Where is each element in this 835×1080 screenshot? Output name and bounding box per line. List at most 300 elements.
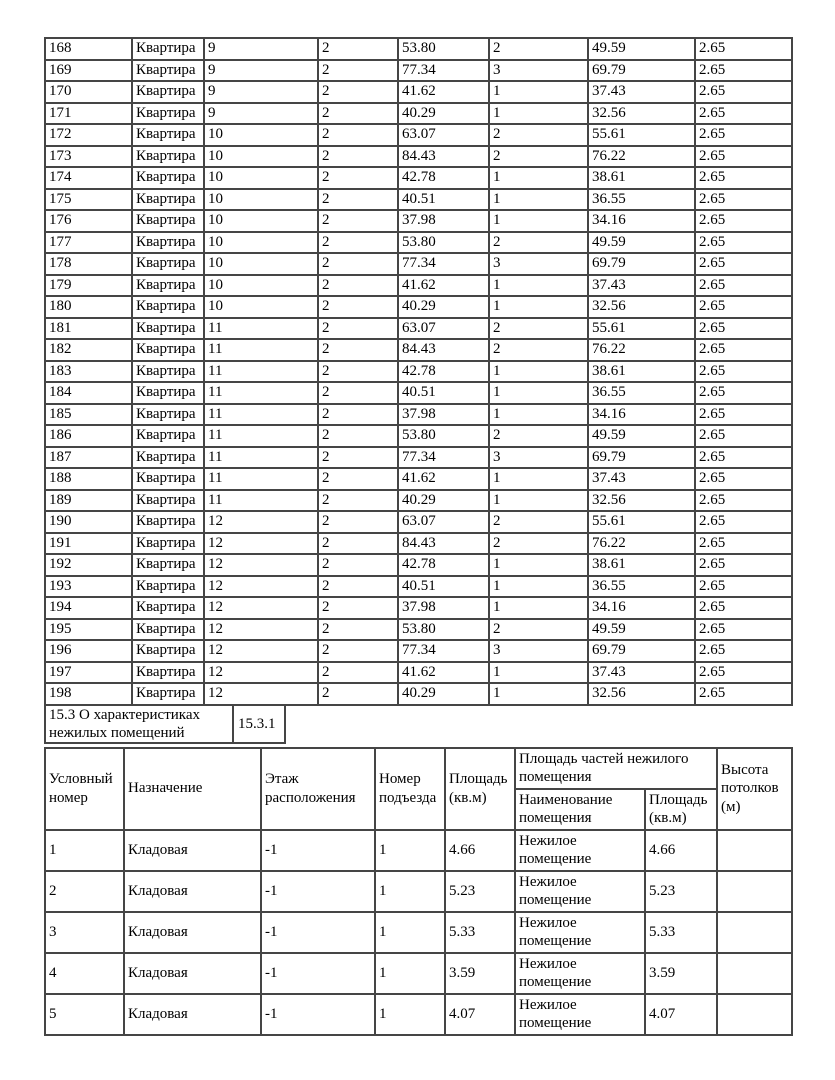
table-row: [45, 953, 792, 994]
table-cell: 36.55: [588, 576, 695, 598]
table-cell: Нежилое помещение: [515, 994, 645, 1035]
table-cell: 2: [318, 210, 398, 232]
table-cell: 1: [489, 468, 588, 490]
table-cell: 2: [318, 683, 398, 705]
table-row: [45, 830, 792, 871]
table-cell: Квартира: [132, 468, 204, 490]
table-cell: 2: [489, 124, 588, 146]
table-cell: Квартира: [132, 511, 204, 533]
header-parts-group: Площадь частей нежилого помещения: [515, 748, 717, 789]
table-cell: 183: [45, 361, 132, 383]
section-blank-area: [285, 705, 792, 743]
table-cell: 38.61: [588, 554, 695, 576]
table-cell: 192: [45, 554, 132, 576]
table-cell: 11: [204, 490, 318, 512]
table-row: [45, 146, 792, 168]
table-cell: 3: [489, 640, 588, 662]
table-cell: 2: [489, 339, 588, 361]
table-cell: 1: [489, 662, 588, 684]
table-row: [45, 81, 792, 103]
table-cell: 2: [318, 103, 398, 125]
table-cell: 11: [204, 382, 318, 404]
table-cell: Нежилое помещение: [515, 912, 645, 953]
table-cell: 4.07: [645, 994, 717, 1035]
table-cell: 63.07: [398, 511, 489, 533]
table-cell: 2: [318, 339, 398, 361]
table-cell: 2.65: [695, 468, 792, 490]
table-cell: 76.22: [588, 533, 695, 555]
table-row: [45, 640, 792, 662]
table-cell: 2: [318, 404, 398, 426]
table-cell: 2: [318, 167, 398, 189]
table-cell: 37.98: [398, 404, 489, 426]
table-cell: 2.65: [695, 554, 792, 576]
table-cell: 191: [45, 533, 132, 555]
table-cell: 2: [489, 318, 588, 340]
table-cell: 49.59: [588, 232, 695, 254]
table-cell: 3.59: [445, 953, 515, 994]
table-row: [45, 232, 792, 254]
table-cell: 12: [204, 683, 318, 705]
table-cell: Квартира: [132, 124, 204, 146]
header-part-name: Наименование помещения: [515, 789, 645, 830]
table-cell: 2: [489, 146, 588, 168]
table-cell: [717, 994, 792, 1035]
table-cell: 170: [45, 81, 132, 103]
section-15-3-row: [44, 704, 792, 744]
table-cell: 84.43: [398, 146, 489, 168]
table-cell: 2.65: [695, 81, 792, 103]
table-cell: 2.65: [695, 382, 792, 404]
table-cell: 194: [45, 597, 132, 619]
table-cell: Квартира: [132, 339, 204, 361]
table-cell: 10: [204, 275, 318, 297]
table-cell: 1: [489, 275, 588, 297]
table-cell: 2: [318, 382, 398, 404]
table-cell: 2: [318, 361, 398, 383]
table-cell: 69.79: [588, 447, 695, 469]
table-cell: 2.65: [695, 124, 792, 146]
table-cell: 177: [45, 232, 132, 254]
table-cell: 11: [204, 361, 318, 383]
table-cell: 12: [204, 533, 318, 555]
table-cell: 4.66: [445, 830, 515, 871]
table-cell: 2: [318, 425, 398, 447]
nonresidential-table: [44, 747, 793, 1036]
table-cell: 40.29: [398, 490, 489, 512]
table-cell: 11: [204, 447, 318, 469]
table-row: [45, 554, 792, 576]
table-cell: 1: [375, 830, 445, 871]
table-cell: 2: [489, 38, 588, 60]
table-cell: Квартира: [132, 447, 204, 469]
table-cell: 2.65: [695, 210, 792, 232]
table-cell: 2: [489, 511, 588, 533]
nonresidential-table-header: [45, 748, 792, 830]
table-cell: 2: [318, 146, 398, 168]
table-cell: 1: [489, 404, 588, 426]
table-cell: 175: [45, 189, 132, 211]
table-cell: 77.34: [398, 60, 489, 82]
table-cell: 2.65: [695, 103, 792, 125]
table-cell: 1: [489, 361, 588, 383]
table-cell: 1: [489, 683, 588, 705]
table-cell: 11: [204, 318, 318, 340]
table-cell: Квартира: [132, 683, 204, 705]
table-cell: 10: [204, 146, 318, 168]
table-cell: Квартира: [132, 361, 204, 383]
table-row: [45, 275, 792, 297]
table-cell: 40.51: [398, 189, 489, 211]
table-row: [45, 447, 792, 469]
table-cell: [717, 953, 792, 994]
table-cell: 32.56: [588, 683, 695, 705]
table-cell: 1: [489, 490, 588, 512]
table-cell: 1: [489, 189, 588, 211]
table-cell: Кладовая: [124, 830, 261, 871]
table-cell: 2: [318, 619, 398, 641]
table-cell: 10: [204, 124, 318, 146]
table-cell: 40.29: [398, 296, 489, 318]
section-row: [45, 705, 792, 743]
table-cell: 36.55: [588, 382, 695, 404]
header-purpose: Назначение: [124, 748, 261, 830]
table-cell: 41.62: [398, 662, 489, 684]
table-cell: 3: [489, 447, 588, 469]
table-cell: Квартира: [132, 167, 204, 189]
table-cell: 40.51: [398, 576, 489, 598]
table-cell: Квартира: [132, 597, 204, 619]
table-row: [45, 912, 792, 953]
table-cell: 38.61: [588, 167, 695, 189]
table-cell: Нежилое помещение: [515, 871, 645, 912]
table-cell: 1: [489, 382, 588, 404]
table-cell: 195: [45, 619, 132, 641]
table-cell: 2.65: [695, 296, 792, 318]
table-cell: 10: [204, 167, 318, 189]
table-cell: -1: [261, 994, 375, 1035]
table-cell: 2: [489, 619, 588, 641]
table-cell: 190: [45, 511, 132, 533]
table-cell: 10: [204, 296, 318, 318]
table-row: [45, 404, 792, 426]
table-cell: 2: [318, 296, 398, 318]
table-cell: 49.59: [588, 619, 695, 641]
table-cell: 169: [45, 60, 132, 82]
table-cell: 40.29: [398, 103, 489, 125]
table-cell: 184: [45, 382, 132, 404]
table-cell: 2.65: [695, 189, 792, 211]
table-row: [45, 124, 792, 146]
table-cell: 1: [489, 554, 588, 576]
table-cell: 1: [489, 597, 588, 619]
document-content: [44, 37, 791, 1036]
table-cell: 185: [45, 404, 132, 426]
table-cell: 193: [45, 576, 132, 598]
header-area: Площадь (кв.м): [445, 748, 515, 830]
table-cell: 171: [45, 103, 132, 125]
table-cell: 49.59: [588, 425, 695, 447]
table-cell: 2: [318, 511, 398, 533]
table-cell: 2.65: [695, 490, 792, 512]
table-cell: 180: [45, 296, 132, 318]
table-cell: 179: [45, 275, 132, 297]
table-cell: 2.65: [695, 38, 792, 60]
table-cell: 32.56: [588, 103, 695, 125]
table-cell: Квартира: [132, 404, 204, 426]
table-cell: 40.51: [398, 382, 489, 404]
table-cell: 172: [45, 124, 132, 146]
table-row: [45, 597, 792, 619]
table-cell: Квартира: [132, 318, 204, 340]
table-cell: 2.65: [695, 167, 792, 189]
table-cell: 69.79: [588, 253, 695, 275]
table-cell: 1: [489, 103, 588, 125]
table-cell: 2.65: [695, 533, 792, 555]
table-cell: 173: [45, 146, 132, 168]
table-cell: 10: [204, 253, 318, 275]
header-floor: Этаж расположения: [261, 748, 375, 830]
table-cell: -1: [261, 912, 375, 953]
table-cell: 2: [318, 468, 398, 490]
table-cell: 187: [45, 447, 132, 469]
table-row: [45, 103, 792, 125]
table-cell: -1: [261, 830, 375, 871]
table-cell: 3: [489, 253, 588, 275]
table-cell: 9: [204, 81, 318, 103]
table-cell: 5.23: [645, 871, 717, 912]
table-cell: 176: [45, 210, 132, 232]
table-row: [45, 253, 792, 275]
table-cell: 2.65: [695, 447, 792, 469]
nonresidential-table-body: [45, 830, 792, 1035]
table-cell: 2.65: [695, 146, 792, 168]
table-cell: Кладовая: [124, 912, 261, 953]
table-cell: 2: [318, 253, 398, 275]
table-row: [45, 361, 792, 383]
table-cell: Квартира: [132, 640, 204, 662]
table-cell: 2: [45, 871, 124, 912]
table-cell: 2.65: [695, 683, 792, 705]
table-cell: 11: [204, 404, 318, 426]
table-cell: 63.07: [398, 124, 489, 146]
table-row: [45, 296, 792, 318]
table-cell: 77.34: [398, 447, 489, 469]
table-cell: 2: [318, 597, 398, 619]
table-cell: 12: [204, 597, 318, 619]
table-cell: 2.65: [695, 619, 792, 641]
table-cell: 77.34: [398, 253, 489, 275]
table-cell: 32.56: [588, 490, 695, 512]
table-cell: Квартира: [132, 60, 204, 82]
header-conditional-number: Условный номер: [45, 748, 124, 830]
table-cell: 53.80: [398, 38, 489, 60]
table-cell: Квартира: [132, 275, 204, 297]
table-cell: 55.61: [588, 124, 695, 146]
table-cell: 3: [489, 60, 588, 82]
table-cell: 2: [318, 640, 398, 662]
table-row: [45, 871, 792, 912]
table-row: [45, 468, 792, 490]
table-cell: 2.65: [695, 662, 792, 684]
table-row: [45, 576, 792, 598]
table-cell: 10: [204, 232, 318, 254]
table-cell: 69.79: [588, 640, 695, 662]
table-cell: 2: [318, 232, 398, 254]
table-cell: 5.33: [445, 912, 515, 953]
table-cell: 38.61: [588, 361, 695, 383]
table-cell: 2.65: [695, 275, 792, 297]
table-cell: 40.29: [398, 683, 489, 705]
table-cell: 1: [489, 296, 588, 318]
table-row: [45, 382, 792, 404]
table-cell: 42.78: [398, 361, 489, 383]
table-cell: 1: [375, 871, 445, 912]
table-cell: Квартира: [132, 253, 204, 275]
table-cell: Квартира: [132, 554, 204, 576]
table-cell: 42.78: [398, 167, 489, 189]
table-cell: 5.23: [445, 871, 515, 912]
table-cell: 178: [45, 253, 132, 275]
table-cell: 12: [204, 511, 318, 533]
table-cell: Кладовая: [124, 994, 261, 1035]
table-cell: Кладовая: [124, 871, 261, 912]
table-cell: 2: [318, 662, 398, 684]
table-cell: 34.16: [588, 210, 695, 232]
header-ceiling-height: Высота потолков (м): [717, 748, 792, 830]
table-cell: 5.33: [645, 912, 717, 953]
table-row: [45, 511, 792, 533]
table-cell: 5: [45, 994, 124, 1035]
table-cell: 49.59: [588, 38, 695, 60]
table-cell: 41.62: [398, 81, 489, 103]
table-cell: 186: [45, 425, 132, 447]
table-row: [45, 683, 792, 705]
apartments-table: [44, 37, 793, 706]
table-cell: 34.16: [588, 597, 695, 619]
table-cell: 53.80: [398, 425, 489, 447]
table-cell: 9: [204, 103, 318, 125]
table-cell: 84.43: [398, 339, 489, 361]
table-cell: [717, 912, 792, 953]
header-entrance: Номер подъезда: [375, 748, 445, 830]
table-cell: 77.34: [398, 640, 489, 662]
table-cell: 4: [45, 953, 124, 994]
table-cell: 10: [204, 210, 318, 232]
table-cell: 2.65: [695, 511, 792, 533]
table-row: [45, 994, 792, 1035]
table-cell: 76.22: [588, 146, 695, 168]
table-cell: 63.07: [398, 318, 489, 340]
table-cell: 12: [204, 554, 318, 576]
table-cell: 4.66: [645, 830, 717, 871]
table-cell: Квартира: [132, 576, 204, 598]
table-cell: Кладовая: [124, 953, 261, 994]
table-cell: 2: [318, 189, 398, 211]
table-cell: 2: [318, 554, 398, 576]
table-row: [45, 533, 792, 555]
table-row: [45, 167, 792, 189]
table-cell: 55.61: [588, 318, 695, 340]
table-cell: 37.98: [398, 597, 489, 619]
table-cell: 4.07: [445, 994, 515, 1035]
table-cell: Квартира: [132, 490, 204, 512]
table-cell: 1: [489, 210, 588, 232]
table-cell: 53.80: [398, 619, 489, 641]
table-cell: 168: [45, 38, 132, 60]
table-cell: 2: [318, 318, 398, 340]
table-cell: 2: [489, 425, 588, 447]
table-cell: 9: [204, 60, 318, 82]
table-cell: 37.43: [588, 81, 695, 103]
table-row: [45, 38, 792, 60]
table-cell: 76.22: [588, 339, 695, 361]
table-cell: 55.61: [588, 511, 695, 533]
table-cell: 12: [204, 640, 318, 662]
table-cell: 2.65: [695, 60, 792, 82]
table-cell: 53.80: [398, 232, 489, 254]
table-row: [45, 318, 792, 340]
table-cell: 2.65: [695, 425, 792, 447]
table-cell: 174: [45, 167, 132, 189]
table-cell: 2: [318, 447, 398, 469]
table-cell: Нежилое помещение: [515, 830, 645, 871]
table-row: [45, 339, 792, 361]
table-cell: 2: [489, 232, 588, 254]
table-cell: 198: [45, 683, 132, 705]
table-cell: Квартира: [132, 103, 204, 125]
table-cell: 42.78: [398, 554, 489, 576]
table-cell: 3: [45, 912, 124, 953]
table-cell: 2: [318, 576, 398, 598]
table-cell: 1: [489, 576, 588, 598]
table-cell: 11: [204, 468, 318, 490]
table-cell: Квартира: [132, 81, 204, 103]
table-cell: 2.65: [695, 597, 792, 619]
table-cell: 2.65: [695, 339, 792, 361]
table-cell: -1: [261, 871, 375, 912]
table-cell: Квартира: [132, 425, 204, 447]
table-cell: 1: [489, 81, 588, 103]
table-cell: 11: [204, 425, 318, 447]
table-cell: 37.43: [588, 662, 695, 684]
table-cell: 197: [45, 662, 132, 684]
table-cell: 41.62: [398, 468, 489, 490]
table-cell: 2.65: [695, 404, 792, 426]
section-title: 15.3 О характеристиках нежилых помещений: [45, 705, 233, 743]
table-cell: 2: [318, 81, 398, 103]
table-cell: 2: [318, 38, 398, 60]
table-cell: 1: [45, 830, 124, 871]
table-cell: 36.55: [588, 189, 695, 211]
table-cell: 2.65: [695, 640, 792, 662]
table-cell: 37.43: [588, 275, 695, 297]
table-cell: 1: [375, 912, 445, 953]
table-cell: 11: [204, 339, 318, 361]
table-cell: -1: [261, 953, 375, 994]
table-row: [45, 60, 792, 82]
table-cell: 2: [489, 533, 588, 555]
table-cell: [717, 871, 792, 912]
table-cell: 196: [45, 640, 132, 662]
table-cell: 2: [318, 275, 398, 297]
table-cell: 182: [45, 339, 132, 361]
table-cell: 69.79: [588, 60, 695, 82]
table-cell: 12: [204, 662, 318, 684]
table-cell: 32.56: [588, 296, 695, 318]
section-code: 15.3.1: [233, 705, 285, 743]
table-cell: 84.43: [398, 533, 489, 555]
